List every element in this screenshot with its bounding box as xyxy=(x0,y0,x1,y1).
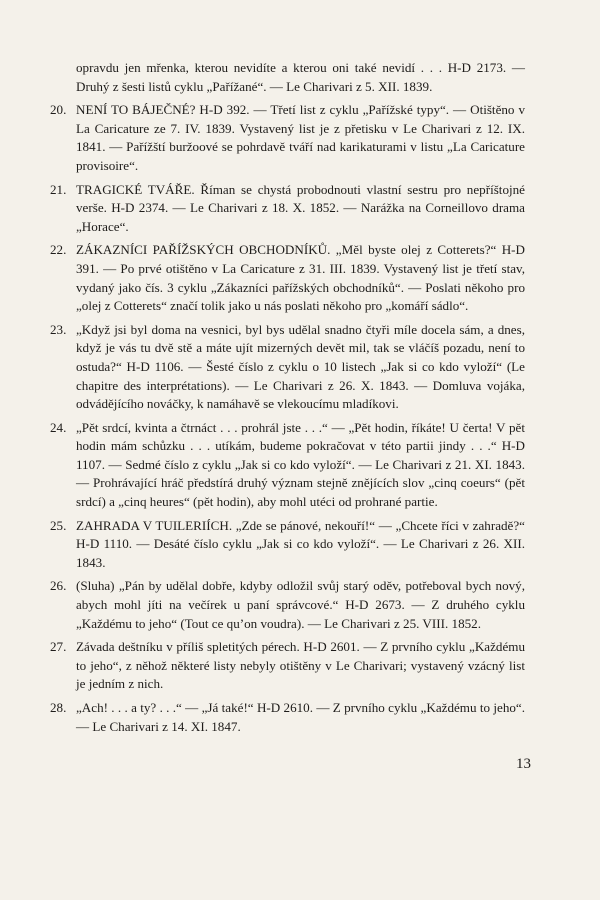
catalog-text xyxy=(50,59,525,741)
catalog-entry xyxy=(50,321,525,414)
entry-text: ZAHRADA V TUILERIÍCH. „Zde se pánové, nekouří!“ — „Chcete říci v zahradě?“ H-D 1110. — Desáté číslo cyklu „Jak si co kdo vyloží“. — Le Charivari z 26. XII. 1843. xyxy=(76,517,525,570)
catalog-entry xyxy=(50,577,525,633)
continued-entry-text: opravdu jen mřenka, kterou nevidíte a kterou oni také nevidí . . . H-D 2173. — Druhý z šesti listů cyklu „Pařížané“. — Le Charivari z 5. XII. 1839. xyxy=(76,60,525,94)
entry-number: 20. xyxy=(50,102,67,118)
catalog-entry xyxy=(50,517,525,573)
page-number: 13 xyxy=(516,756,531,772)
entry-text: „Když jsi byl doma na vesnici, byl bys udělal snadno čtyři míle docela sám, a dnes, když je vás tu dvě stě a máte ujít mizerných devět mil, tak se vláčíš pozadu, není to ostuda?“ H-D 1106. — Šesté číslo z cyklu o 10 listech „Jak si co kdo vyloží“ (Le chapitre des interprétations). — Le Charivari z 26. X. 1843. — Domluva vojáka, odvádějícího nováčky, k namáhavě se vlekoucímu mladíkovi. xyxy=(76,321,525,412)
entry-number: 28. xyxy=(50,700,67,715)
entry-number: 26. xyxy=(50,578,67,594)
entry-text: (Sluha) „Pán by udělal dobře, kdyby odložil svůj starý oděv, potřeboval bych nový, abych mohl jíti na večírek u paní správcové.“ H-D 2673. — Z druhého cyklu „Každému to jeho“ (Tout ce qu’on voudra). — Le Charivari z 25. VIII. 1852. xyxy=(76,578,525,631)
catalog-entry xyxy=(50,419,525,512)
entry-number: 27. xyxy=(50,639,67,655)
entry-text: Závada deštníku v příliš spletitých pérech. H-D 2601. — Z prvního cyklu „Každému to jeho“, z něhož některé listy nebyly otištěny v Le Charivari; vystavený vzácný list je jedním z nich. xyxy=(76,639,525,692)
catalog-entry xyxy=(50,101,525,175)
entry-number: 22. xyxy=(50,242,67,258)
entry-text: „Ach! . . . a ty? . . .“ — „Já také!“ H-D 2610. — Z prvního cyklu „Každému to jeho“. — Le Charivari z 14. XI. 1847. xyxy=(76,700,525,734)
entry-number: 24. xyxy=(50,419,67,435)
catalog-entry xyxy=(50,181,525,237)
entry-text: ZÁKAZNÍCI PAŘÍŽSKÝCH OBCHODNÍKŮ. „Měl byste olej z Cotterets?“ H-D 391. — Po prvé otištěno v La Caricature z 31. III. 1839. Vystavený list je třetí stav, vydaný jako čís. 3 cyklu „Zákazníci pařížských obchodníků“. — Poslati někoho pro „olej z Cotterets“ značí tolik jako u nás poslati někoho pro „komáří sádlo“. xyxy=(76,242,525,314)
catalog-entry xyxy=(50,699,525,736)
entry-text: TRAGICKÉ TVÁŘE. Říman se chystá probodnouti vlastní sestru pro nepříštojné verše. H-D 2374. — Le Charivari z 18. X. 1852. — Narážka na Corneillovo drama „Horace“. xyxy=(76,181,525,234)
catalog-entry xyxy=(50,638,525,694)
catalog-entry xyxy=(50,241,525,315)
entry-number: 25. xyxy=(50,517,67,533)
entry-text: „Pět srdcí, kvinta a čtrnáct . . . prohrál jste . . .“ — „Pět hodin, říkáte! U čerta! V pět hodin mám schůzku . . . utíkám, budeme pokračovat v této partii jindy . . .“ H-D 1107. — Sedmé číslo z cyklu „Jak si co kdo vyloží“. — Le Charivari z 21. XI. 1843. — Prohrávající hráč předstírá druhý význam stejně znějících slov „cinq coeurs“ (pět srdcí) a „cinq heures“ (pět hodin), aby mohl utéci od prohrané partie. xyxy=(76,419,525,510)
entry-number: 21. xyxy=(50,181,67,197)
entry-number: 23. xyxy=(50,321,67,337)
entry-text: NENÍ TO BÁJEČNÉ? H-D 392. — Třetí list z cyklu „Pařížské typy“. — Otištěno v La Caricature ze 7. IV. 1839. Vystavený list je z přetisku v Le Charivari z 12. IX. 1841. — Pařížští buržoové se pohrdavě tváří nad karikaturami v listu „La Caricature provisoire“. xyxy=(76,102,525,173)
